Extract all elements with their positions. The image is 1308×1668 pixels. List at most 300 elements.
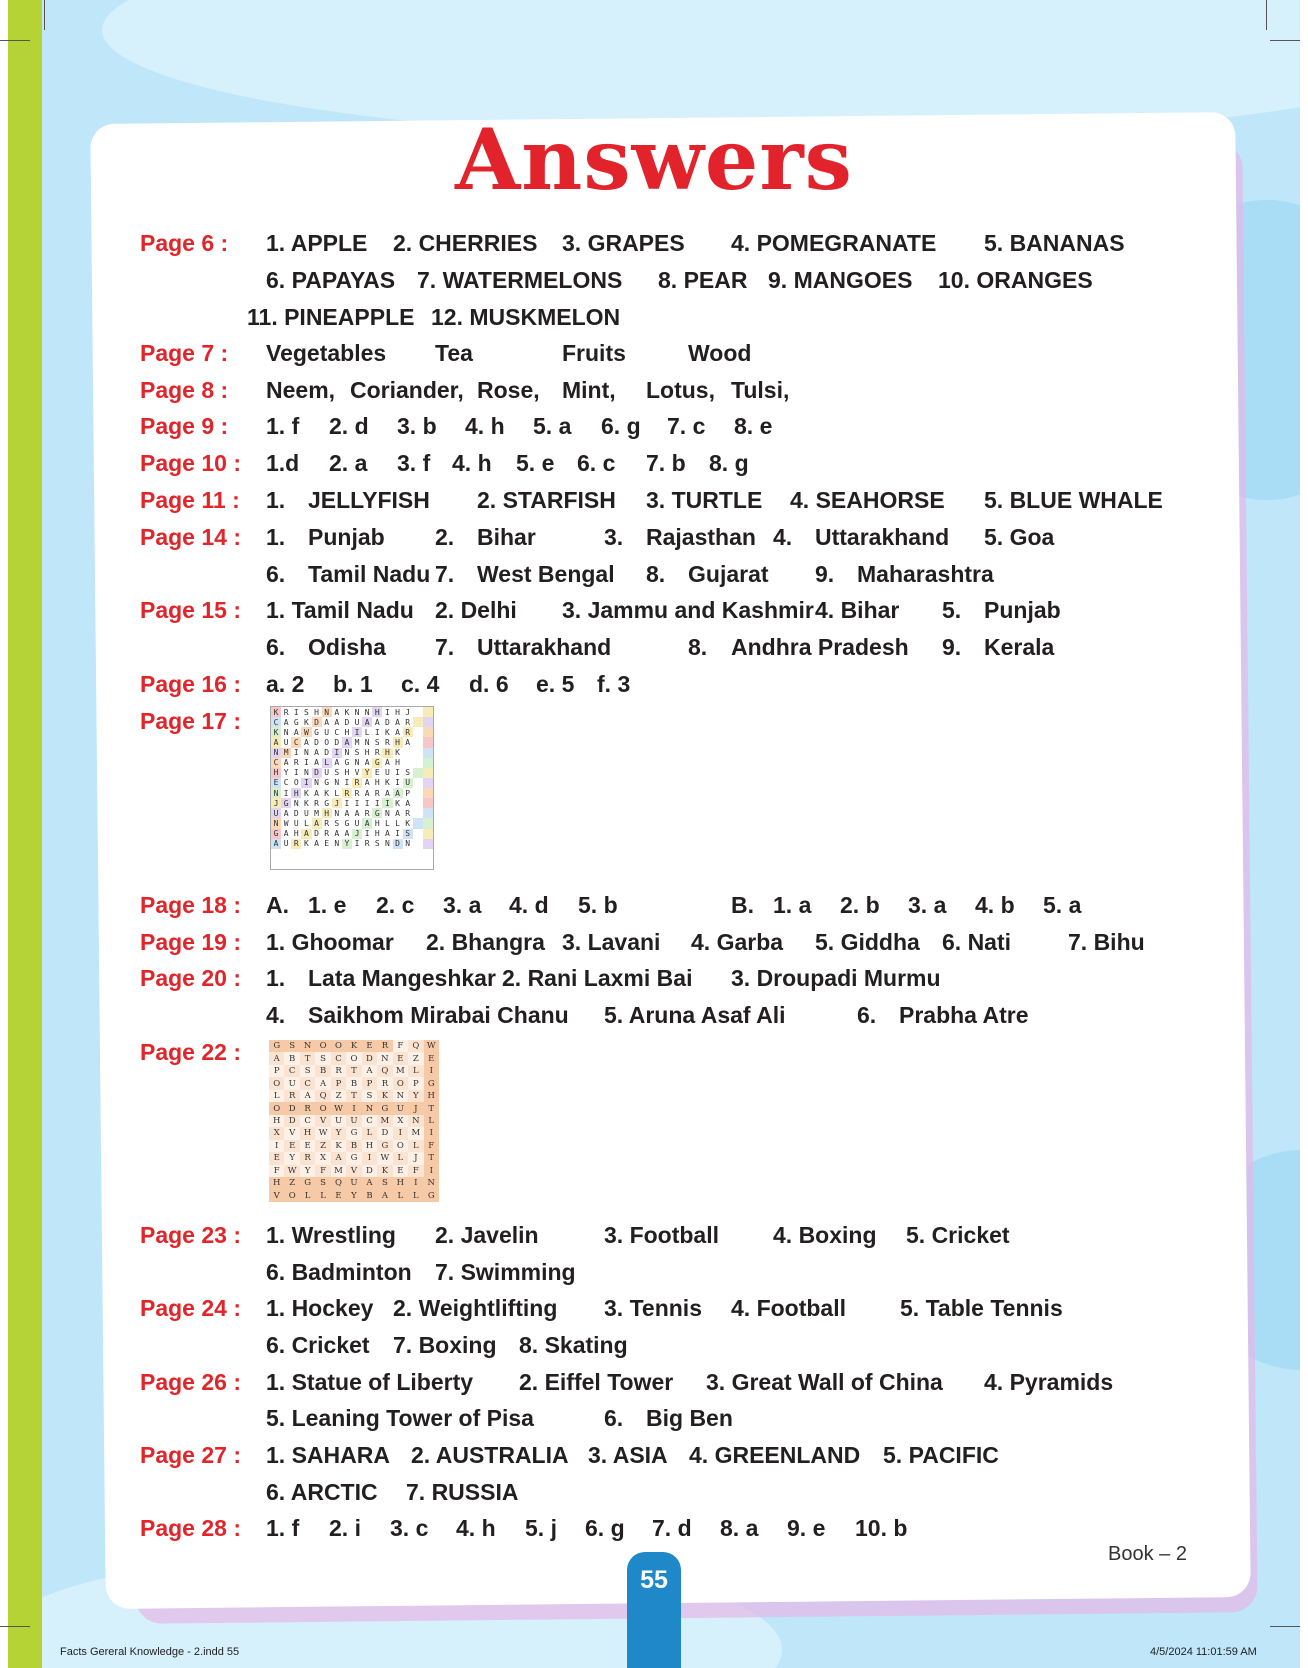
- answer: 2. AUSTRALIA: [411, 1442, 569, 1468]
- puzzle-letter: G: [372, 758, 382, 768]
- answer: 4. Boxing: [773, 1222, 877, 1248]
- puzzle-letter: A: [385, 758, 390, 768]
- answer: 3. f: [397, 450, 431, 476]
- puzzle-letter: G: [344, 758, 350, 768]
- puzzle-letter: K: [385, 727, 390, 737]
- answer: 5. e: [516, 450, 555, 476]
- puzzle-letter: H: [293, 829, 299, 839]
- page-label: Page 20 :: [140, 965, 241, 991]
- puzzle-letter: M: [281, 748, 291, 758]
- puzzle-letter: W: [424, 1040, 439, 1052]
- puzzle-letter: K: [304, 717, 309, 727]
- answer: 2. Rani Laxmi Bai: [502, 965, 693, 991]
- puzzle-letter: B: [315, 1065, 330, 1077]
- puzzle-letter: H: [395, 758, 400, 768]
- puzzle-letter: A: [283, 758, 289, 768]
- puzzle-letter: L: [393, 1190, 408, 1202]
- answer: 6. g: [585, 1515, 625, 1541]
- answer: 2. CHERRIES: [393, 230, 538, 256]
- puzzle-letter: A: [334, 829, 340, 839]
- answer: e. 5: [536, 671, 575, 697]
- puzzle-letter: H: [374, 818, 380, 828]
- answer: 5. a: [1043, 892, 1082, 918]
- puzzle-letter: U: [354, 818, 360, 828]
- puzzle-letter: R: [284, 1090, 299, 1102]
- answer: 3. Tennis: [604, 1295, 702, 1321]
- puzzle-letter: [423, 818, 433, 828]
- puzzle-letter: K: [304, 788, 309, 798]
- answer: 1. Tamil Nadu: [266, 597, 414, 623]
- puzzle-letter: C: [334, 727, 340, 737]
- puzzle-letter: R: [374, 788, 380, 798]
- puzzle-letter: Z: [331, 1090, 346, 1102]
- answer: 1. Wrestling: [266, 1222, 396, 1248]
- puzzle-letter: C: [283, 778, 289, 788]
- page-label: Page 14 :: [140, 524, 241, 550]
- answer: 7. Bihu: [1068, 929, 1145, 955]
- puzzle-letter: G: [314, 727, 319, 737]
- puzzle-letter: Y: [342, 839, 352, 849]
- puzzle-letter: T: [346, 1065, 361, 1077]
- puzzle-letter: R: [314, 798, 319, 808]
- answer: 4. Garba: [691, 929, 784, 955]
- answer: 1. e: [308, 892, 347, 918]
- puzzle-letter: D: [284, 1102, 299, 1114]
- puzzle-letter: S: [300, 1065, 315, 1077]
- answer: 1. f: [266, 413, 300, 439]
- puzzle-letter: N: [354, 707, 360, 717]
- page-label: Page 8 :: [140, 377, 229, 403]
- puzzle-letter: I: [344, 778, 350, 788]
- puzzle-letter: M: [331, 1165, 346, 1177]
- puzzle-letter: A: [312, 818, 322, 828]
- puzzle-letter: I: [301, 778, 311, 788]
- answer: Uttarakhand: [815, 524, 950, 550]
- puzzle-letter: N: [377, 1052, 392, 1064]
- answer: 1. SAHARA: [266, 1442, 390, 1468]
- puzzle-letter: W: [377, 1152, 392, 1164]
- answer: 4.: [773, 524, 793, 550]
- puzzle-letter: P: [331, 1077, 346, 1089]
- puzzle-letter: N: [334, 839, 340, 849]
- answer: Punjab: [308, 524, 385, 550]
- puzzle-letter: I: [364, 829, 370, 839]
- puzzle-letter: H: [300, 1127, 315, 1139]
- answer: 4. POMEGRANATE: [731, 230, 937, 256]
- puzzle-letter: A: [334, 758, 340, 768]
- puzzle-letter: V: [284, 1127, 299, 1139]
- puzzle-letter: Y: [408, 1090, 423, 1102]
- puzzle-letter: N: [344, 748, 350, 758]
- puzzle-letter: [413, 707, 423, 717]
- puzzle-letter: F: [269, 1165, 284, 1177]
- answer: 5. b: [578, 892, 618, 918]
- answer: 7. Boxing: [393, 1332, 497, 1358]
- puzzle-letter: [423, 768, 433, 778]
- puzzle-letter: Y: [283, 768, 289, 778]
- answer: a. 2: [266, 671, 305, 697]
- answer: 8. a: [720, 1515, 759, 1541]
- answer: 1. f: [266, 1515, 300, 1541]
- puzzle-letter: S: [334, 818, 340, 828]
- puzzle-letter: E: [269, 1152, 284, 1164]
- puzzle-letter: N: [271, 788, 281, 798]
- puzzle-letter: G: [269, 1040, 284, 1052]
- answer: Uttarakhand: [477, 634, 612, 660]
- puzzle-letter: U: [331, 1115, 346, 1127]
- puzzle-letter: R: [405, 717, 411, 727]
- puzzle-letter: D: [293, 808, 299, 818]
- answer: 3.: [604, 524, 624, 550]
- puzzle-letter: O: [331, 1040, 346, 1052]
- puzzle-letter: N: [354, 758, 360, 768]
- puzzle-letter: C: [271, 758, 281, 768]
- puzzle-letter: U: [283, 737, 289, 747]
- puzzle-letter: H: [344, 768, 350, 778]
- puzzle-letter: [423, 707, 433, 717]
- puzzle-letter: A: [405, 798, 411, 808]
- puzzle-letter: [413, 818, 423, 828]
- puzzle-letter: L: [269, 1090, 284, 1102]
- puzzle-letter: K: [344, 707, 350, 717]
- answer: 6.: [857, 1002, 877, 1028]
- puzzle-letter: I: [304, 758, 309, 768]
- puzzle-letter: A: [334, 717, 340, 727]
- answer: Gujarat: [688, 561, 769, 587]
- puzzle-letter: H: [269, 1177, 284, 1189]
- answer: 5. Goa: [984, 524, 1055, 550]
- puzzle-letter: N: [271, 748, 281, 758]
- puzzle-letter: J: [408, 1152, 423, 1164]
- puzzle-letter: U: [354, 717, 360, 727]
- green-side-strip: [8, 0, 42, 1668]
- puzzle-letter: N: [424, 1177, 439, 1189]
- puzzle-letter: [423, 778, 433, 788]
- puzzle-letter: I: [352, 727, 362, 737]
- answer: 12. MUSKMELON: [431, 304, 621, 330]
- puzzle-letter: C: [300, 1115, 315, 1127]
- puzzle-letter: A: [283, 717, 289, 727]
- puzzle-letter: [423, 758, 433, 768]
- page-label: Page 9 :: [140, 413, 229, 439]
- puzzle-letter: D: [324, 748, 330, 758]
- puzzle-letter: W: [315, 1127, 330, 1139]
- answer: 5.: [942, 597, 962, 623]
- page-number: 55: [627, 1552, 681, 1668]
- puzzle-letter: I: [382, 798, 392, 808]
- puzzle-letter: D: [344, 717, 350, 727]
- answer: 2. Bhangra: [426, 929, 545, 955]
- puzzle-letter: I: [424, 1165, 439, 1177]
- puzzle-letter: R: [377, 1040, 392, 1052]
- puzzle-letter: A: [344, 808, 350, 818]
- puzzle-letter: Z: [315, 1140, 330, 1152]
- answer: 7. WATERMELONS: [417, 267, 623, 293]
- puzzle-letter: O: [393, 1140, 408, 1152]
- page-title: Answers: [455, 110, 853, 209]
- puzzle-letter: O: [393, 1077, 408, 1089]
- answer: 5. BANANAS: [984, 230, 1125, 256]
- puzzle-letter: O: [324, 737, 330, 747]
- answer: 7. b: [646, 450, 686, 476]
- puzzle-letter: R: [377, 1077, 392, 1089]
- answer: 1.: [266, 524, 286, 550]
- puzzle-letter: N: [385, 808, 390, 818]
- puzzle-letter: R: [291, 839, 301, 849]
- puzzle-letter: K: [395, 798, 400, 808]
- puzzle-letter: O: [269, 1077, 284, 1089]
- puzzle-letter: G: [271, 829, 281, 839]
- puzzle-letter: J: [405, 707, 411, 717]
- puzzle-letter: N: [393, 1090, 408, 1102]
- puzzle-letter: B: [346, 1140, 361, 1152]
- puzzle-letter: R: [300, 1102, 315, 1114]
- answer: 5. a: [533, 413, 572, 439]
- answer: 4. d: [509, 892, 549, 918]
- puzzle-letter: I: [393, 1127, 408, 1139]
- page-label: Page 10 :: [140, 450, 241, 476]
- puzzle-letter: G: [424, 1077, 439, 1089]
- puzzle-letter: E: [271, 778, 281, 788]
- page-label: Page 24 :: [140, 1295, 241, 1321]
- puzzle-letter: [413, 829, 423, 839]
- answer: 3. TURTLE: [646, 487, 763, 513]
- answer: Lotus,: [646, 377, 715, 403]
- answer: 4. h: [465, 413, 505, 439]
- answer: 6.: [266, 634, 286, 660]
- puzzle-letter: A: [331, 1152, 346, 1164]
- puzzle-letter: S: [374, 737, 380, 747]
- answer: 7. Swimming: [435, 1259, 576, 1285]
- puzzle-letter: N: [300, 1040, 315, 1052]
- puzzle-letter: U: [293, 818, 299, 828]
- answer: 7. c: [667, 413, 706, 439]
- answer: Coriander,: [350, 377, 464, 403]
- puzzle-letter: S: [377, 1177, 392, 1189]
- puzzle-letter: N: [364, 737, 370, 747]
- answer: 9. e: [787, 1515, 826, 1541]
- puzzle-letter: G: [346, 1127, 361, 1139]
- answer: Rose,: [477, 377, 540, 403]
- answer: d. 6: [469, 671, 509, 697]
- puzzle-letter: E: [393, 1165, 408, 1177]
- puzzle-letter: [423, 839, 433, 849]
- puzzle-letter: U: [283, 839, 289, 849]
- puzzle-letter: I: [374, 798, 380, 808]
- answer: 6. Badminton: [266, 1259, 412, 1285]
- puzzle-letter: [423, 748, 433, 758]
- puzzle-letter: U: [324, 768, 330, 778]
- puzzle-letter: H: [322, 808, 332, 818]
- puzzle-letter: D: [284, 1115, 299, 1127]
- puzzle-letter: A: [342, 737, 352, 747]
- puzzle-letter: A: [271, 839, 281, 849]
- page-label: Page 7 :: [140, 340, 229, 366]
- answer: 3. ASIA: [588, 1442, 668, 1468]
- answer: 1. Hockey: [266, 1295, 374, 1321]
- answer: 2. c: [376, 892, 415, 918]
- page-label: Page 22 :: [140, 1039, 241, 1065]
- answer: 5. Cricket: [906, 1222, 1010, 1248]
- answer: Odisha: [308, 634, 386, 660]
- puzzle-letter: H: [382, 748, 392, 758]
- puzzle-letter: A: [315, 1077, 330, 1089]
- answer: 9.: [942, 634, 962, 660]
- puzzle-letter: I: [395, 768, 400, 778]
- answer: Saikhom Mirabai Chanu: [308, 1002, 569, 1028]
- puzzle-letter: H: [271, 768, 281, 778]
- answer: 1. Statue of Liberty: [266, 1369, 474, 1395]
- puzzle-letter: L: [395, 818, 400, 828]
- answer: 2. a: [329, 450, 368, 476]
- answer: 2.: [435, 524, 455, 550]
- page-label: Page 26 :: [140, 1369, 241, 1395]
- puzzle-letter: M: [377, 1115, 392, 1127]
- answer: 6. Cricket: [266, 1332, 370, 1358]
- puzzle-letter: P: [269, 1065, 284, 1077]
- puzzle-letter: J: [332, 798, 342, 808]
- answer: Punjab: [984, 597, 1061, 623]
- puzzle-letter: Z: [284, 1177, 299, 1189]
- puzzle-letter: A: [395, 717, 400, 727]
- answer: 3. Lavani: [562, 929, 661, 955]
- puzzle-letter: A: [301, 829, 311, 839]
- puzzle-letter: U: [346, 1115, 361, 1127]
- answer: 4. Pyramids: [984, 1369, 1114, 1395]
- puzzle-letter: M: [354, 737, 360, 747]
- puzzle-letter: Z: [408, 1052, 423, 1064]
- puzzle-letter: F: [408, 1165, 423, 1177]
- answer: 4. Football: [731, 1295, 846, 1321]
- puzzle-letter: [413, 778, 423, 788]
- puzzle-letter: H: [314, 707, 319, 717]
- puzzle-letter: R: [405, 808, 411, 818]
- puzzle-letter: H: [393, 1177, 408, 1189]
- puzzle-letter: I: [354, 839, 360, 849]
- puzzle-letter: K: [271, 727, 281, 737]
- answer: 5. Aruna Asaf Ali: [604, 1002, 786, 1028]
- puzzle-letter: P: [408, 1077, 423, 1089]
- puzzle-letter: S: [362, 1090, 377, 1102]
- puzzle-letter: I: [344, 798, 350, 808]
- puzzle-letter: [423, 798, 433, 808]
- answer: 3. Great Wall of China: [706, 1369, 943, 1395]
- answer: 2. STARFISH: [477, 487, 616, 513]
- answer: 3. Jammu and Kashmir: [562, 597, 814, 623]
- answer: 2. Eiffel Tower: [519, 1369, 674, 1395]
- puzzle-letter: S: [334, 768, 340, 778]
- puzzle-letter: U: [324, 727, 330, 737]
- puzzle-letter: C: [362, 1115, 377, 1127]
- answer: Tamil Nadu: [308, 561, 431, 587]
- puzzle-letter: A: [364, 788, 370, 798]
- puzzle-letter: T: [346, 1090, 361, 1102]
- answer: 4. b: [975, 892, 1015, 918]
- answer: 4. h: [456, 1515, 496, 1541]
- puzzle-letter: [423, 727, 433, 737]
- puzzle-letter: R: [331, 1065, 346, 1077]
- answer: 8. Skating: [519, 1332, 628, 1358]
- answer: 3. a: [443, 892, 482, 918]
- puzzle-letter: I: [293, 707, 299, 717]
- answer: 1.: [266, 487, 286, 513]
- answer: Tulsi,: [731, 377, 790, 403]
- puzzle-letter: U: [271, 808, 281, 818]
- puzzle-letter: [403, 758, 413, 768]
- puzzle-letter: G: [281, 798, 291, 808]
- puzzle-letter: N: [304, 748, 309, 758]
- puzzle-letter: I: [346, 1102, 361, 1114]
- answer: 6. c: [577, 450, 616, 476]
- answer: A.: [266, 892, 289, 918]
- print-date: 4/5/2024 11:01:59 AM: [1150, 1646, 1257, 1658]
- answer: 2. b: [840, 892, 880, 918]
- puzzle-letter: L: [362, 1127, 377, 1139]
- puzzle-letter: A: [364, 778, 370, 788]
- puzzle-letter: B: [362, 1190, 377, 1202]
- puzzle-letter: [423, 737, 433, 747]
- answer: 1. Ghoomar: [266, 929, 394, 955]
- puzzle-letter: [413, 839, 423, 849]
- puzzle-letter: R: [352, 778, 362, 788]
- puzzle-letter: A: [395, 727, 400, 737]
- puzzle-letter: M: [408, 1127, 423, 1139]
- puzzle-letter: L: [393, 1152, 408, 1164]
- answer: 11. PINEAPPLE: [247, 304, 415, 330]
- puzzle-letter: A: [395, 808, 400, 818]
- puzzle-letter: V: [354, 768, 360, 778]
- puzzle-letter: Q: [408, 1040, 423, 1052]
- puzzle-letter: [423, 808, 433, 818]
- puzzle-letter: R: [324, 818, 330, 828]
- answer: f. 3: [597, 671, 631, 697]
- puzzle-letter: A: [385, 788, 390, 798]
- puzzle-letter: C: [331, 1052, 346, 1064]
- puzzle-letter: [413, 808, 423, 818]
- puzzle-letter: K: [324, 788, 330, 798]
- puzzle-letter: R: [354, 788, 360, 798]
- puzzle-letter: I: [408, 1177, 423, 1189]
- answer: 3. b: [397, 413, 437, 439]
- answer: 8. e: [734, 413, 773, 439]
- puzzle-letter: M: [393, 1065, 408, 1077]
- answer: 9.: [815, 561, 835, 587]
- puzzle-letter: E: [393, 1052, 408, 1064]
- puzzle-letter: N: [314, 778, 319, 788]
- puzzle-letter: I: [332, 748, 342, 758]
- puzzle-letter: W: [283, 818, 289, 828]
- puzzle-letter: R: [364, 808, 370, 818]
- page-label: Page 23 :: [140, 1222, 241, 1248]
- answer: 4.: [266, 1002, 286, 1028]
- answer: 4. GREENLAND: [689, 1442, 861, 1468]
- answer: Wood: [688, 340, 752, 366]
- puzzle-letter: A: [300, 1090, 315, 1102]
- puzzle-letter: R: [342, 788, 352, 798]
- puzzle-letter: U: [284, 1077, 299, 1089]
- puzzle-letter: O: [315, 1102, 330, 1114]
- puzzle-letter: H: [424, 1090, 439, 1102]
- puzzle-letter: A: [377, 1190, 392, 1202]
- word-search-puzzle-17: [270, 706, 434, 870]
- answer: 7. d: [652, 1515, 692, 1541]
- puzzle-letter: I: [395, 778, 400, 788]
- puzzle-letter: L: [304, 818, 309, 828]
- puzzle-letter: S: [284, 1040, 299, 1052]
- puzzle-letter: H: [364, 748, 370, 758]
- puzzle-letter: Y: [300, 1165, 315, 1177]
- puzzle-letter: A: [362, 1177, 377, 1189]
